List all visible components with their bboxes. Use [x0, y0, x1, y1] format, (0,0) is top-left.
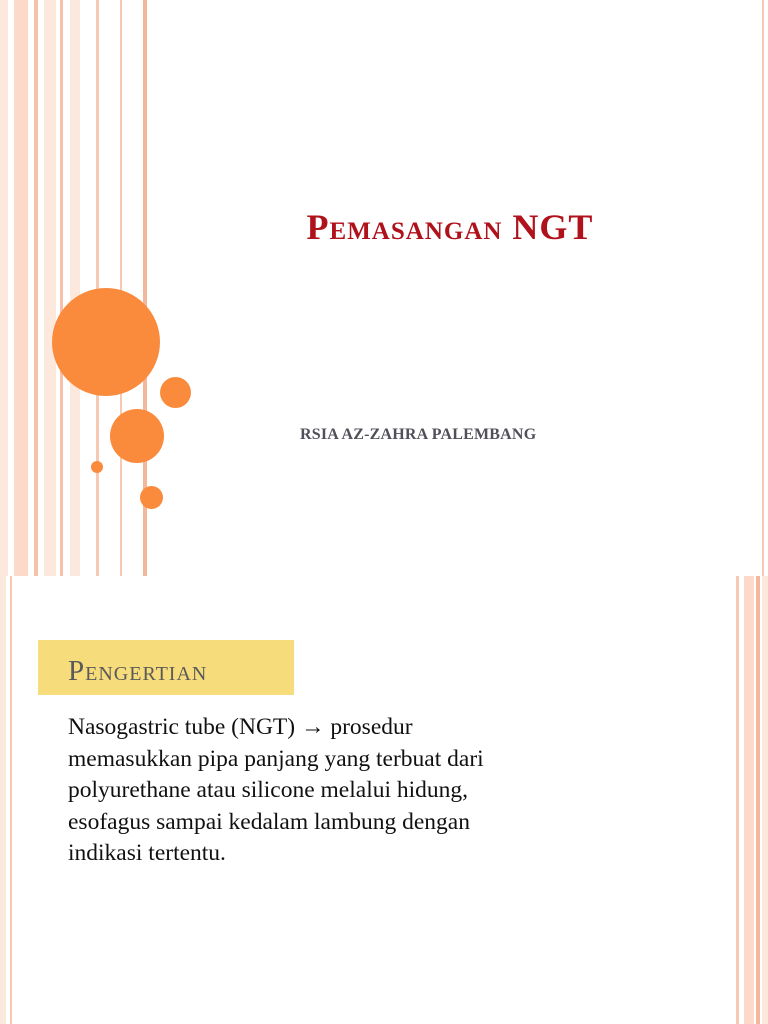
left-stripe-decoration: [0, 0, 150, 576]
definition-text: [68, 712, 628, 870]
body-line: indikasi tertentu.: [68, 840, 226, 866]
body-line: polyurethane atau silicone melalui hidung,: [68, 777, 469, 803]
section-heading: Pengertian: [68, 655, 208, 687]
decorative-circle-small: [140, 486, 163, 509]
arrow-right-icon: →: [300, 714, 325, 740]
body-line: memasukkan pipa panjang yang terbuat dari: [68, 745, 484, 772]
decorative-circle-medium: [110, 409, 164, 463]
body-line: [68, 712, 628, 744]
decorative-circle-large: [52, 288, 160, 396]
slide-subtitle: RSIA AZ-ZAHRA PALEMBANG: [300, 426, 537, 443]
right-edge-line: [762, 0, 764, 576]
body-line: esofagus sampai kedalam lambung dengan: [68, 808, 470, 835]
body-text: prosedur: [330, 714, 413, 740]
decorative-circle-tiny: [91, 461, 103, 473]
body-lead: Nasogastric tube (NGT): [68, 714, 296, 740]
decorative-circle-small: [160, 377, 191, 408]
slide-title: Pemasangan NGT: [306, 207, 594, 247]
definition-slide: [0, 576, 768, 1024]
